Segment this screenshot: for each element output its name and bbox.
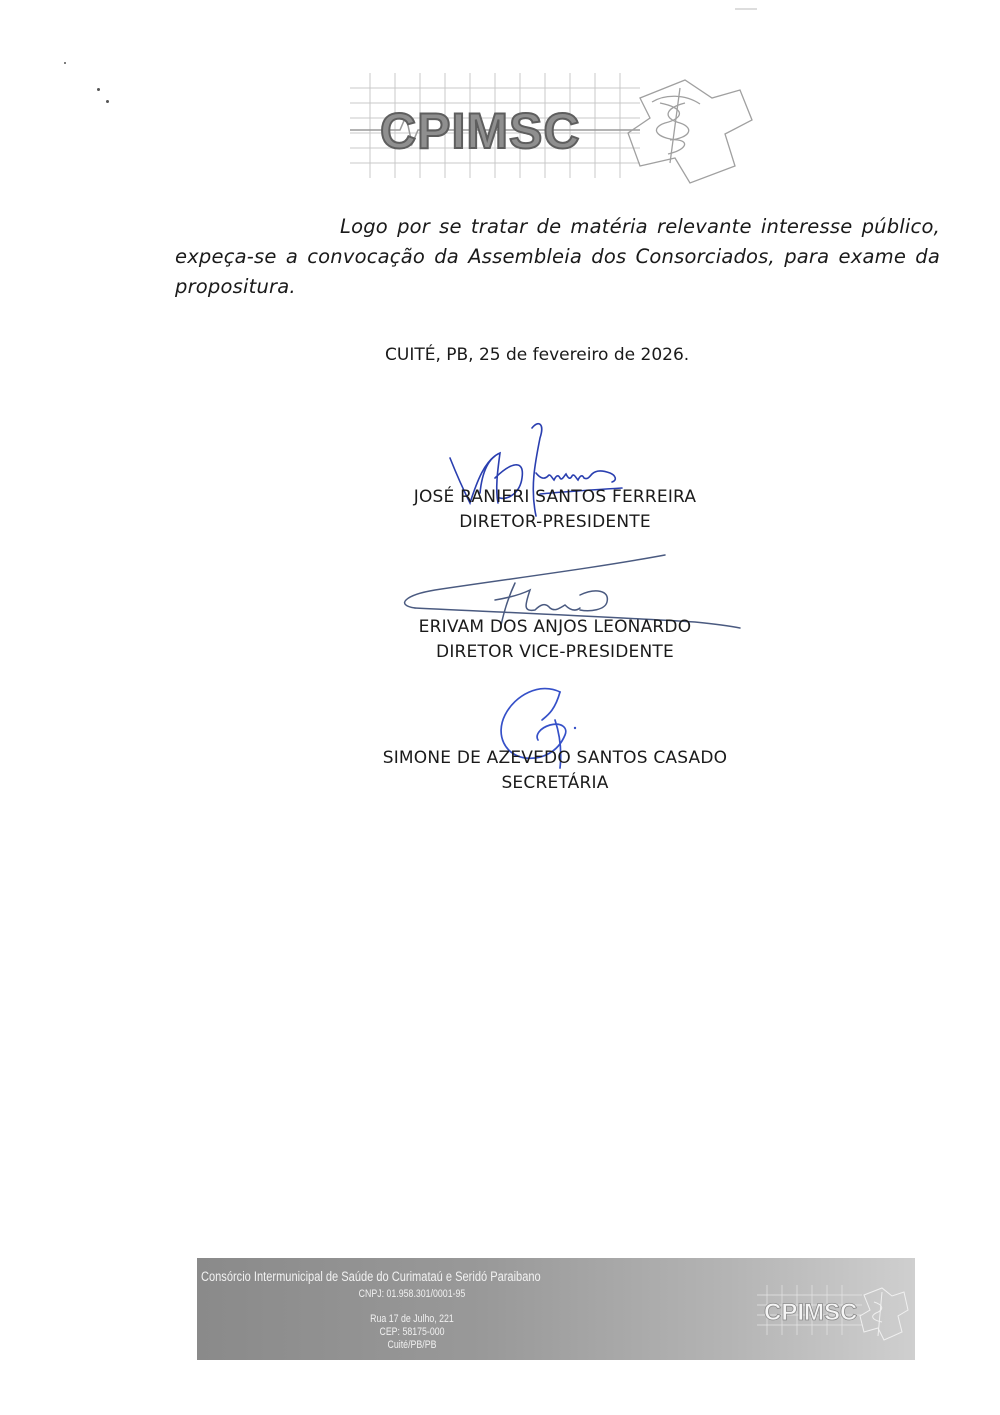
signature-block-president: [250, 485, 860, 535]
signature-block-vice-president: [250, 615, 860, 665]
signatory-role: DIRETOR-PRESIDENTE: [459, 512, 651, 532]
svg-text:CPIMSC: CPIMSC: [764, 1299, 858, 1326]
signatory-role: DIRETOR VICE-PRESIDENTE: [436, 642, 674, 662]
footer-street: Rua 17 de Julho, 221: [370, 1313, 454, 1325]
scan-speck: [97, 88, 100, 91]
scan-speck: [64, 62, 66, 64]
signature-block-secretary: [250, 746, 860, 796]
signatory-name: SIMONE DE AZEVEDO SANTOS CASADO: [382, 748, 728, 768]
body-paragraph: Logo por se tratar de matéria relevante interesse público, expeça-se a convocação da Assembleia dos Consorciados, para exame da propositura.: [175, 215, 940, 298]
signatory-role: SECRETÁRIA: [501, 773, 609, 793]
svg-text:CPIMSC: CPIMSC: [380, 103, 581, 159]
scan-mark: [735, 8, 757, 10]
letterhead-footer: [197, 1258, 915, 1360]
footer-cep: CEP: 58175-000: [379, 1326, 445, 1338]
footer-cnpj: CNPJ: 01.958.301/0001-95: [358, 1288, 466, 1300]
scan-speck: [106, 100, 109, 103]
footer-city: Cuité/PB/PB: [387, 1339, 437, 1351]
signatory-name: JOSÉ RANIERI SANTOS FERREIRA: [413, 487, 697, 507]
footer-org-name: Consórcio Intermunicipal de Saúde do Curimataú e Seridó Paraibano: [201, 1269, 541, 1284]
signatory-name: ERIVAM DOS ANJOS LEONARDO: [418, 617, 692, 637]
date-line: CUITÉ, PB, 25 de fevereiro de 2026.: [385, 345, 690, 365]
cpimsc-logo: [340, 68, 760, 193]
footer-cpimsc-logo: [752, 1270, 912, 1350]
